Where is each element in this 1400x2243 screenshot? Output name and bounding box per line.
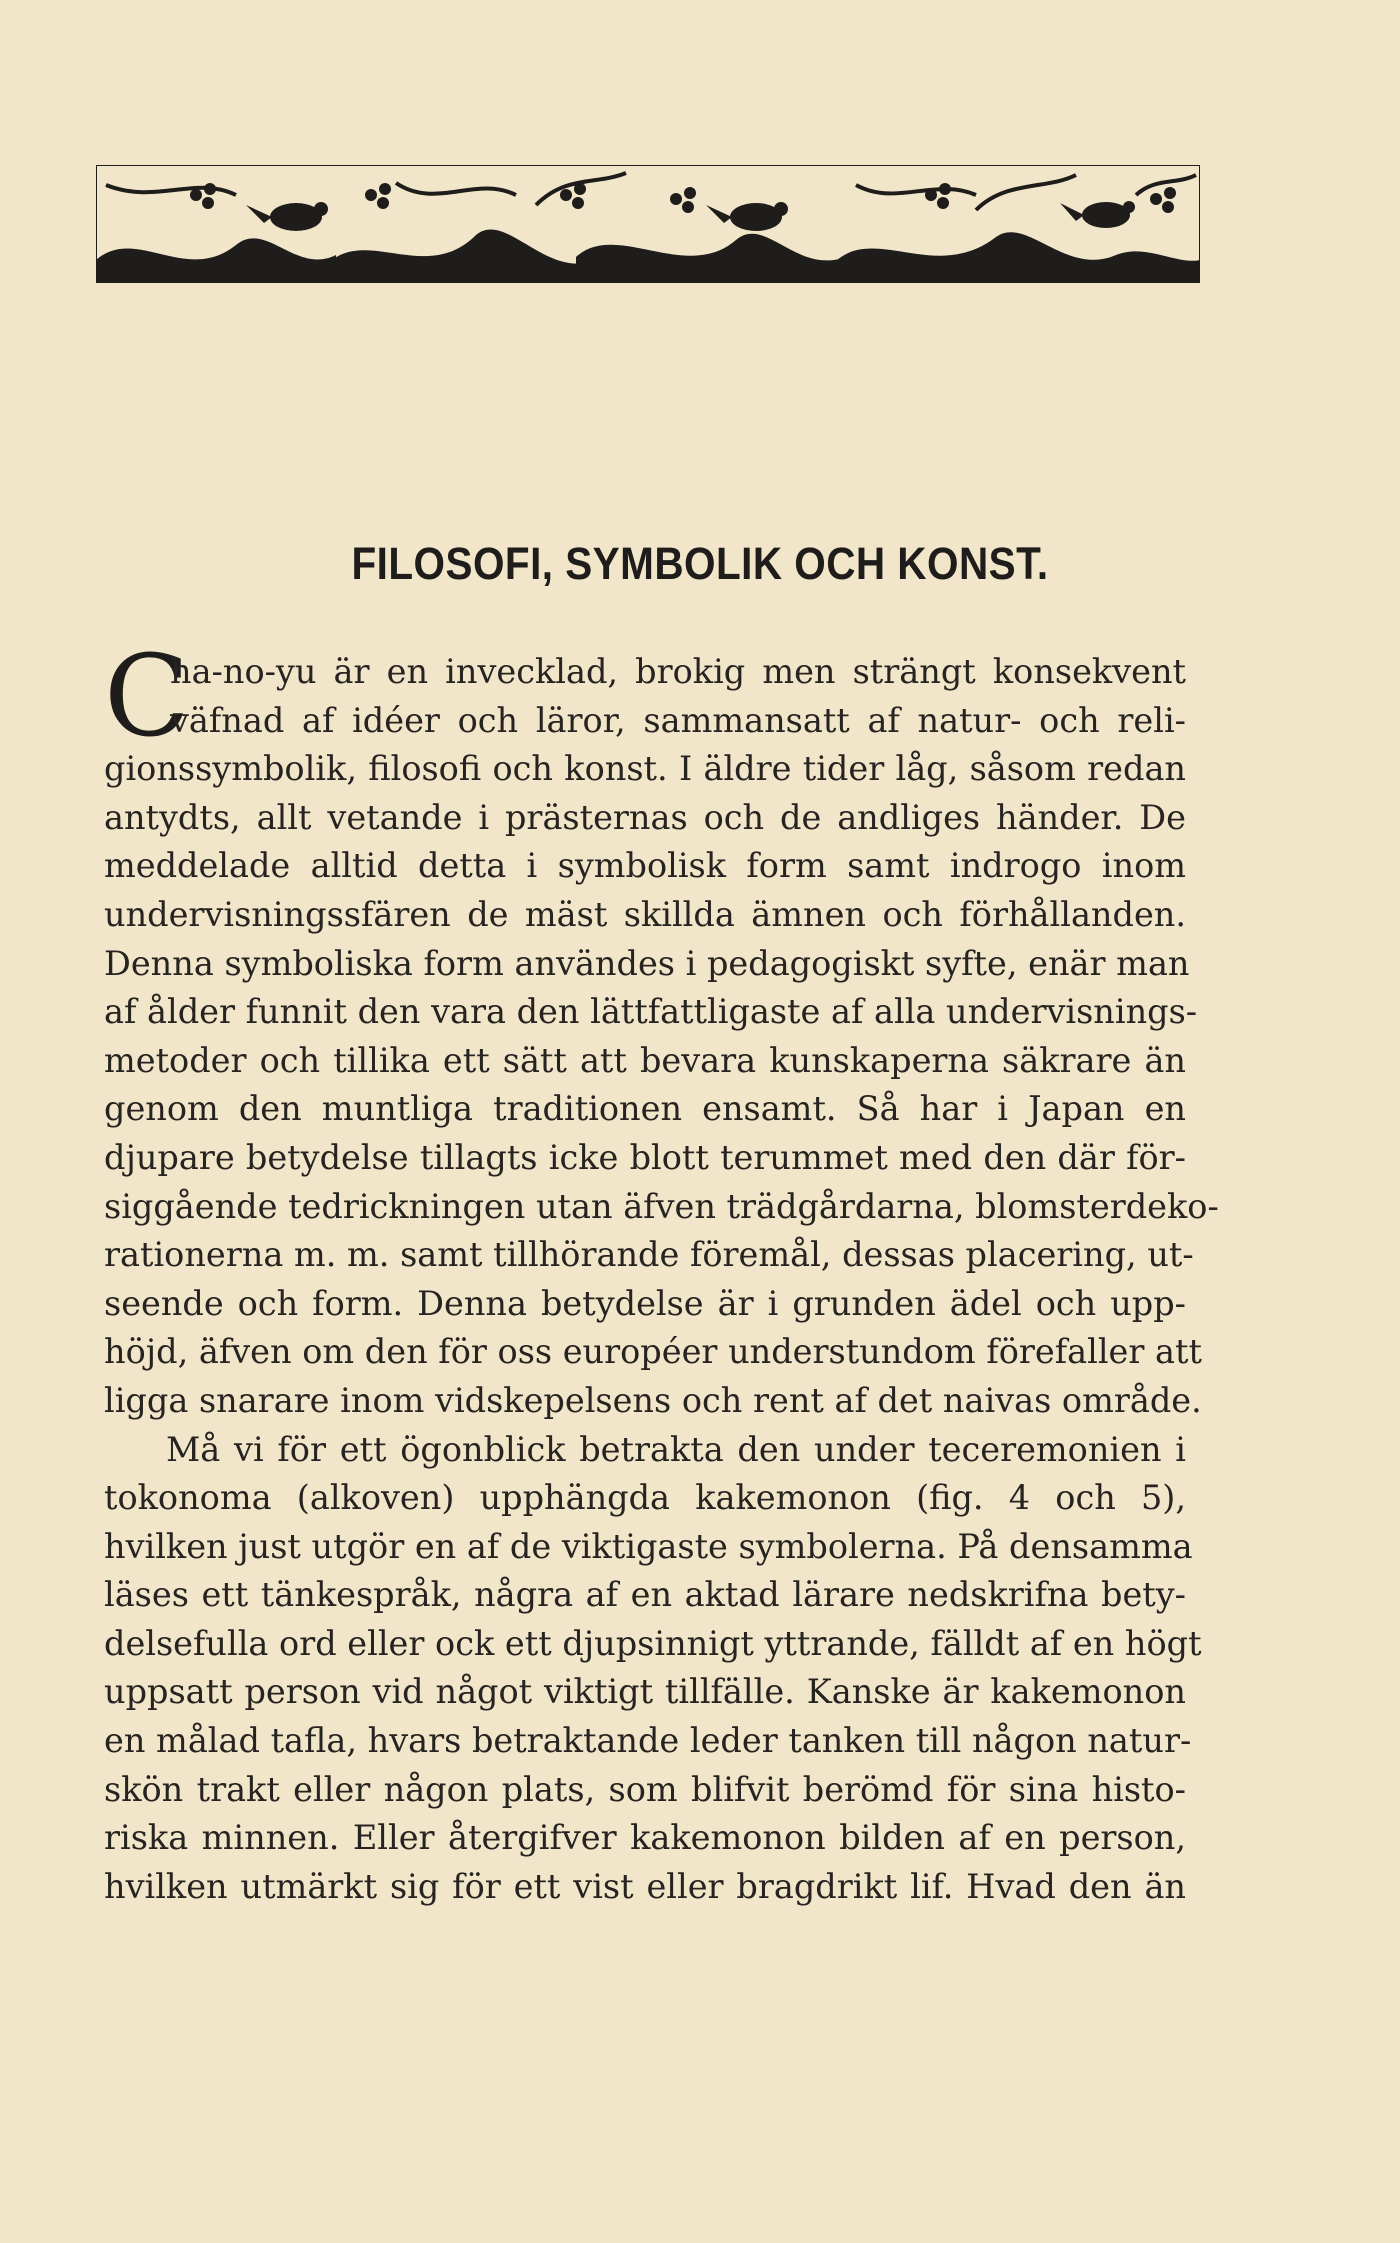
text-line: rationerna m. m. samt tillhörande föremål, dessas placering, ut- (104, 1235, 1194, 1275)
text-line: tokonoma (alkoven) upphängda kakemonon (fig. 4 och 5), (104, 1478, 1186, 1518)
text-line: seende och form. Denna betydelse är i grunden ädel och upp- (104, 1283, 1186, 1323)
text-line: delsefulla ord eller ock ett djupsinnigt yttrande, fälldt af en högt (104, 1623, 1202, 1663)
text-line: skön trakt eller någon plats, som blifvit berömd för sina histo- (104, 1769, 1186, 1809)
page-title: FILOSOFI, SYMBOLIK OCH KONST. (351, 538, 1049, 589)
text-line: antydts, allt vetande i prästernas och de andliges händer. De (104, 797, 1186, 837)
text-line: af ålder funnit den vara den lättfattligaste af alla undervisnings- (104, 992, 1198, 1032)
text-line: meddelade alltid detta i symbolisk form samt indrogo inom (104, 846, 1186, 886)
text-line: djupare betydelse tillagts icke blott terummet med den där för- (104, 1137, 1186, 1177)
text-line: ha-no-yu är en invecklad, brokig men strängt konsekvent (170, 652, 1186, 691)
text-line: väfnad af idéer och läror, sammansatt af natur- och reli- (170, 700, 1186, 740)
text-line: Denna symboliska form användes i pedagogiskt syfte, enär man (104, 943, 1190, 983)
text-line: ligga snarare inom vidskepelsens och rent af det naivas område. (104, 1380, 1202, 1420)
text-line: riska minnen. Eller återgifver kakemonon bilden af en person, (104, 1818, 1186, 1858)
text-line: genom den muntliga traditionen ensamt. Så har i Japan en (104, 1089, 1186, 1129)
article-body (104, 648, 1219, 1911)
decorative-border-ornament (96, 165, 1200, 283)
text-line: höjd, äfven om den för oss européer understundom förefaller att (104, 1332, 1202, 1372)
text-line: undervisningssfären de mäst skillda ämnen och förhållanden. (104, 894, 1186, 934)
text-line: hvilken utmärkt sig för ett vist eller bragdrikt lif. Hvad den än (104, 1866, 1186, 1906)
text-line: hvilken just utgör en af de viktigaste symbolerna. På densamma (104, 1526, 1193, 1566)
text-line: en målad tafla, hvars betraktande leder tanken till någon natur- (104, 1721, 1192, 1761)
text-line: siggående tedrickningen utan äfven trädgårdarna, blomsterdeko- (104, 1186, 1219, 1226)
text-line: uppsatt person vid något viktigt tillfälle. Kanske är kakemonon (104, 1672, 1186, 1712)
text-line: metoder och tillika ett sätt att bevara kunskaperna säkrare än (104, 1040, 1186, 1080)
text-line: Må vi för ett ögonblick betrakta den under teceremonien i (166, 1429, 1186, 1469)
drop-cap-letter: C (104, 632, 190, 762)
text-line: gionssymbolik, filosofi och konst. I äldre tider låg, såsom redan (104, 749, 1186, 789)
text-line: läses ett tänkespråk, några af en aktad lärare nedskrifna bety- (104, 1575, 1186, 1615)
